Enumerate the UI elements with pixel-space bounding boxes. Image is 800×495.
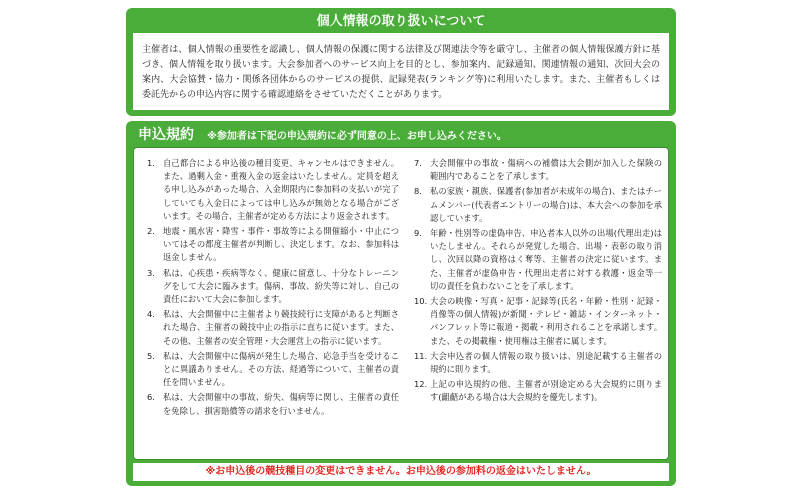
privacy-panel xyxy=(126,8,676,116)
rule-item xyxy=(414,227,662,293)
rules-left-column xyxy=(147,157,399,420)
rule-text: 私は、大会開催中の事故、紛失、傷病等に関し、主催者の責任を免除し、損害賠償等の請求を行いません。 xyxy=(163,392,399,416)
rule-text: 年齢・性別等の虚偽申告、申込者本人以外の出場(代理出走)はいたしません。それらが発覚した場合、出場・表彰の取り消し、次回以降の資格はく奪等、主催者の決定に従います。また、主催者が虚偽申告・代理出走者に対する救護・返金等一切の責任を負わないことを了承します。 xyxy=(430,228,662,291)
rule-text: 私は、大会開催中に主催者より競技続行に支障があると判断された場合、主催者の競技中止の指示に直ちに従います。また、その他、主催者の安全管理・大会運営上の指示に従います。 xyxy=(163,309,399,346)
rule-number: 9. xyxy=(414,228,422,239)
rule-number: 7. xyxy=(414,158,422,168)
rule-item xyxy=(414,157,662,183)
rule-number: 10. xyxy=(414,296,428,307)
rule-number: 3. xyxy=(147,267,155,278)
rule-item xyxy=(147,267,399,307)
rule-text: 大会開催中の事故・傷病への補償は大会側が加入した保険の範囲内であることを了承します。 xyxy=(430,158,662,182)
rule-number: 11. xyxy=(414,350,428,361)
rule-text: 地震・風水害・降雪・事件・事故等による開催縮小・中止についてはその都度主催者が判断し、決定します。なお、参加料は返金しません。 xyxy=(163,226,399,263)
footer-note: ※お申込後の競技種目の変更はできません。お申込後の参加料の返金はいたしません。 xyxy=(133,463,669,481)
privacy-body: 主催者は、個人情報の重要性を認識し、個人情報の保護に関する法律及び関連法令等を厳守し、主催者の個人情報保護方針に基づき、個人情報を取り扱います。大会参加者へのサービス向上を目的とし、参加案内、記録通知、関連情報の通知、次回大会の案内、大会協賛・協力・関係各団体からのサービスの提供、記録発表(ランキング等)に利用いたします。また、主催者もしくは委託先からの申込内容に関する確認連絡をさせていただくことがあります。 xyxy=(133,33,669,110)
rule-item xyxy=(414,295,662,348)
rules-panel xyxy=(126,121,676,486)
rule-text: 自己都合による申込後の種目変更、キャンセルはできません。また、過剰入金・重複入金の返金はいたしません。定員を超える申し込みがあった場合、入金期限内に参加料の支払いが完了していても入金日によっては申し込みが無効となる場合がございます。その場合、主催者が定める方法により返金されます。 xyxy=(163,158,399,221)
rule-number: 5. xyxy=(147,350,155,361)
rules-title: 申込規約 xyxy=(138,127,194,143)
rules-box xyxy=(133,147,669,460)
rule-text: 私は、大会開催中に傷病が発生した場合、応急手当を受けることに異議ありません。その方法、経過等について、主催者の責任を問いません。 xyxy=(163,350,399,388)
rule-text: 大会申込者の個人情報の取り扱いは、別途記載する主催者の規約に則ります。 xyxy=(430,350,662,375)
rule-item xyxy=(147,308,399,348)
rule-number: 6. xyxy=(147,392,155,403)
rule-item xyxy=(147,350,399,390)
rules-right-column xyxy=(414,157,662,407)
rule-item xyxy=(147,157,399,223)
rule-text: 私の家族・親族、保護者(参加者が未成年の場合)、またはチームメンバー(代表者エントリーの場合)は、本大会への参加を承認しています。 xyxy=(430,186,662,223)
rule-number: 12. xyxy=(414,379,428,390)
rule-item xyxy=(414,185,662,225)
rule-item xyxy=(414,350,662,376)
rule-number: 8. xyxy=(414,186,422,197)
rules-header xyxy=(138,123,670,145)
rule-item xyxy=(147,225,399,265)
rule-text: 私は、心疾患・疾病等なく、健康に留意し、十分なトレーニングをして大会に臨みます。傷病、事故、紛失等に対し、自己の責任において大会に参加します。 xyxy=(163,267,399,305)
rule-text: 大会の映像・写真・記事・記録等(氏名・年齢・性別・記録・肖像等の個人情報)が新聞・テレビ・雑誌・インターネット・パンフレット等に報道・掲載・利用されることを承諾します。また、その掲載権・使用権は主催者に属します。 xyxy=(430,296,662,346)
rule-text: 上記の申込規約の他、主催者が別途定める大会規約に則ります(齟齬がある場合は大会規約を優先します)。 xyxy=(430,379,662,403)
rule-number: 1. xyxy=(147,158,155,168)
rule-number: 2. xyxy=(147,226,155,237)
rule-item xyxy=(414,378,662,404)
rules-note: ※参加者は下記の申込規約に必ず同意の上、お申し込みください。 xyxy=(207,131,507,142)
rule-item xyxy=(147,391,399,417)
privacy-title: 個人情報の取り扱いについて xyxy=(316,14,486,29)
rule-number: 4. xyxy=(147,309,155,320)
